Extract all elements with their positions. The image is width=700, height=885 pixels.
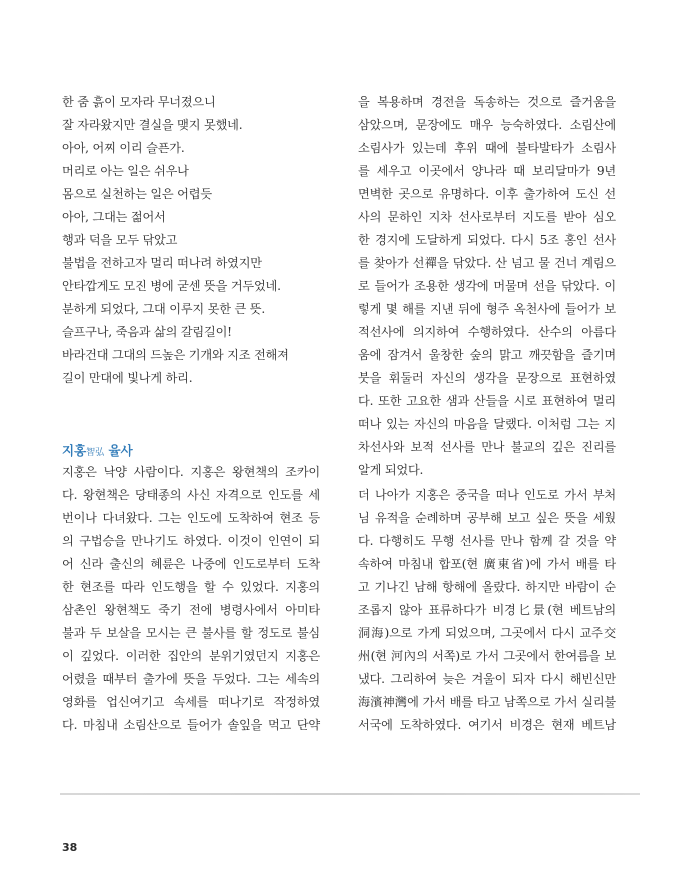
prose-line: 지홍은 낙양 사람이다. 지홍은 왕현책의 조카이 xyxy=(62,465,320,479)
poem-line: 아아, 그대는 젊어서 xyxy=(62,210,166,224)
footer-divider xyxy=(60,793,640,795)
prose-line: 고 기나긴 남해 항해에 올랐다. 하지만 바람이 순 xyxy=(358,580,616,594)
prose-line: 붓을 휘둘러 자신의 생각을 문장으로 표현하였 xyxy=(358,371,616,385)
prose-line: 사의 문하인 지차 선사로부터 지도를 받아 심오 xyxy=(358,210,616,224)
poem-line: 한 줌 흙이 모자라 무너졌으니 xyxy=(62,95,216,109)
prose-line: 다. 다행히도 무행 선사를 만나 함께 갈 것을 약 xyxy=(358,534,616,548)
section-title: 지홍 xyxy=(62,443,87,458)
prose-line: 를 세우고 이곳에서 양나라 때 보리달마가 9년 xyxy=(358,164,616,178)
poem-line: 분하게 되었다, 그대 이루지 못한 큰 뜻. xyxy=(62,302,265,316)
prose-line: 海濱神灣에 가서 배를 타고 남쪽으로 가서 실리불 xyxy=(358,695,616,709)
prose-line: 소림사가 있는데 후위 때에 불타발타가 소림사 xyxy=(358,141,616,155)
prose-line: 다. 왕현책은 당태종의 사신 자격으로 인도를 세 xyxy=(62,488,320,502)
page-number: 38 xyxy=(62,841,78,854)
poem-line: 불법을 전하고자 멀리 떠나려 하였지만 xyxy=(62,256,262,270)
prose-line: 알게 되었다. xyxy=(358,463,424,477)
prose-line: 면벽한 곳으로 유명하다. 이후 출가하여 도신 선 xyxy=(358,187,616,201)
prose-line: 더 나아가 지홍은 중국을 떠나 인도로 가서 부처 xyxy=(358,488,616,502)
prose-line: 로 들어가 조용한 생각에 머물며 선을 닦았다. 이 xyxy=(358,279,616,293)
prose-line: 냈다. 그리하여 늦은 겨울이 되자 다시 해빈신만 xyxy=(358,672,616,686)
prose-line: 을 복용하며 경전을 독송하는 것으로 즐거움을 xyxy=(358,95,616,109)
poem-line: 잘 자라왔지만 결실을 맺지 못했네. xyxy=(62,118,243,132)
poem-line: 바라건대 그대의 드높은 기개와 지조 전해져 xyxy=(62,348,289,362)
prose-line: 다. 마침내 소림산으로 들어가 솔잎을 먹고 단약 xyxy=(62,718,320,732)
prose-line: 불과 두 보살을 모시는 큰 불사를 할 정도로 불심 xyxy=(62,626,320,640)
prose-line: 서국에 도착하였다. 여기서 비경은 현재 베트남 xyxy=(358,718,616,732)
prose-line: 어 신라 출신의 혜륜은 나중에 인도로부터 도착 xyxy=(62,557,320,571)
prose-line: 움에 잠겨서 울창한 숲의 맑고 깨끗함을 즐기며 xyxy=(358,348,616,362)
poem-line: 몸으로 실천하는 일은 어렵듯 xyxy=(62,187,212,201)
prose-line: 조롭지 않아 표류하다가 비경匕景(현 베트남의 xyxy=(358,603,616,617)
prose-line: 洞海)으로 가게 되었으며, 그곳에서 다시 교주交 xyxy=(358,626,616,640)
poem-line: 머리로 아는 일은 쉬우나 xyxy=(62,164,189,178)
poem-line: 길이 만대에 빛나게 하리. xyxy=(62,371,193,385)
prose-line: 의 구법승을 만나기도 하였다. 이것이 인연이 되 xyxy=(62,534,320,548)
prose-line: 한 경지에 도달하게 되었다. 다시 5조 홍인 선사 xyxy=(358,233,616,247)
prose-line: 삼았으며, 문장에도 매우 능숙하였다. 소림산에 xyxy=(358,118,616,132)
prose-line: 를 찾아가 선禪을 닦았다. 산 넘고 물 건너 계림으 xyxy=(358,256,616,270)
prose-line: 떠나 있는 자신의 마음을 달랬다. 이처럼 그는 지 xyxy=(358,417,616,431)
prose-line: 차선사와 보적 선사를 만나 불교의 깊은 진리를 xyxy=(358,440,616,454)
poem-line: 행과 덕을 모두 닦았고 xyxy=(62,233,178,247)
poem-line: 슬프구나, 죽음과 삶의 갈림길이! xyxy=(62,325,232,339)
section-title-hanja: 智弘 xyxy=(86,448,105,458)
prose-line: 영화를 업신여기고 속세를 떠나기로 작정하였 xyxy=(62,695,320,709)
prose-line: 州(현 河內의 서쪽)로 가서 그곳에서 한여름을 보 xyxy=(358,649,616,663)
prose-line: 한 현조를 따라 인도행을 할 수 있었다. 지홍의 xyxy=(62,580,320,594)
prose-line: 속하여 마침내 합포(현 廣東省)에 가서 배를 타 xyxy=(358,557,616,571)
prose-line: 이 깊었다. 이러한 집안의 분위기였던지 지홍은 xyxy=(62,649,320,663)
prose-line: 어렸을 때부터 출가에 뜻을 두었다. 그는 세속의 xyxy=(62,672,320,686)
prose-line: 번이나 다녀왔다. 그는 인도에 도착하여 현조 등 xyxy=(62,511,320,525)
prose-line: 다. 또한 고요한 샘과 산들을 시로 표현하여 멀리 xyxy=(358,394,616,408)
poem-line: 안타깝게도 모진 병에 굳센 뜻을 거두었네. xyxy=(62,279,281,293)
prose-line: 삼촌인 왕현책도 죽기 전에 병령사에서 아미타 xyxy=(62,603,320,617)
prose-line: 님 유적을 순례하며 공부해 보고 싶은 뜻을 세웠 xyxy=(358,511,616,525)
section-title-suffix: 율사 xyxy=(104,443,133,458)
prose-line: 렇게 몇 해를 지낸 뒤에 형주 옥천사에 들어가 보 xyxy=(358,302,616,316)
section-heading xyxy=(62,441,133,459)
poem-line: 아아, 어찌 이리 슬픈가. xyxy=(62,141,185,155)
prose-line: 적선사에 의지하여 수행하였다. 산수의 아름다 xyxy=(358,325,616,339)
